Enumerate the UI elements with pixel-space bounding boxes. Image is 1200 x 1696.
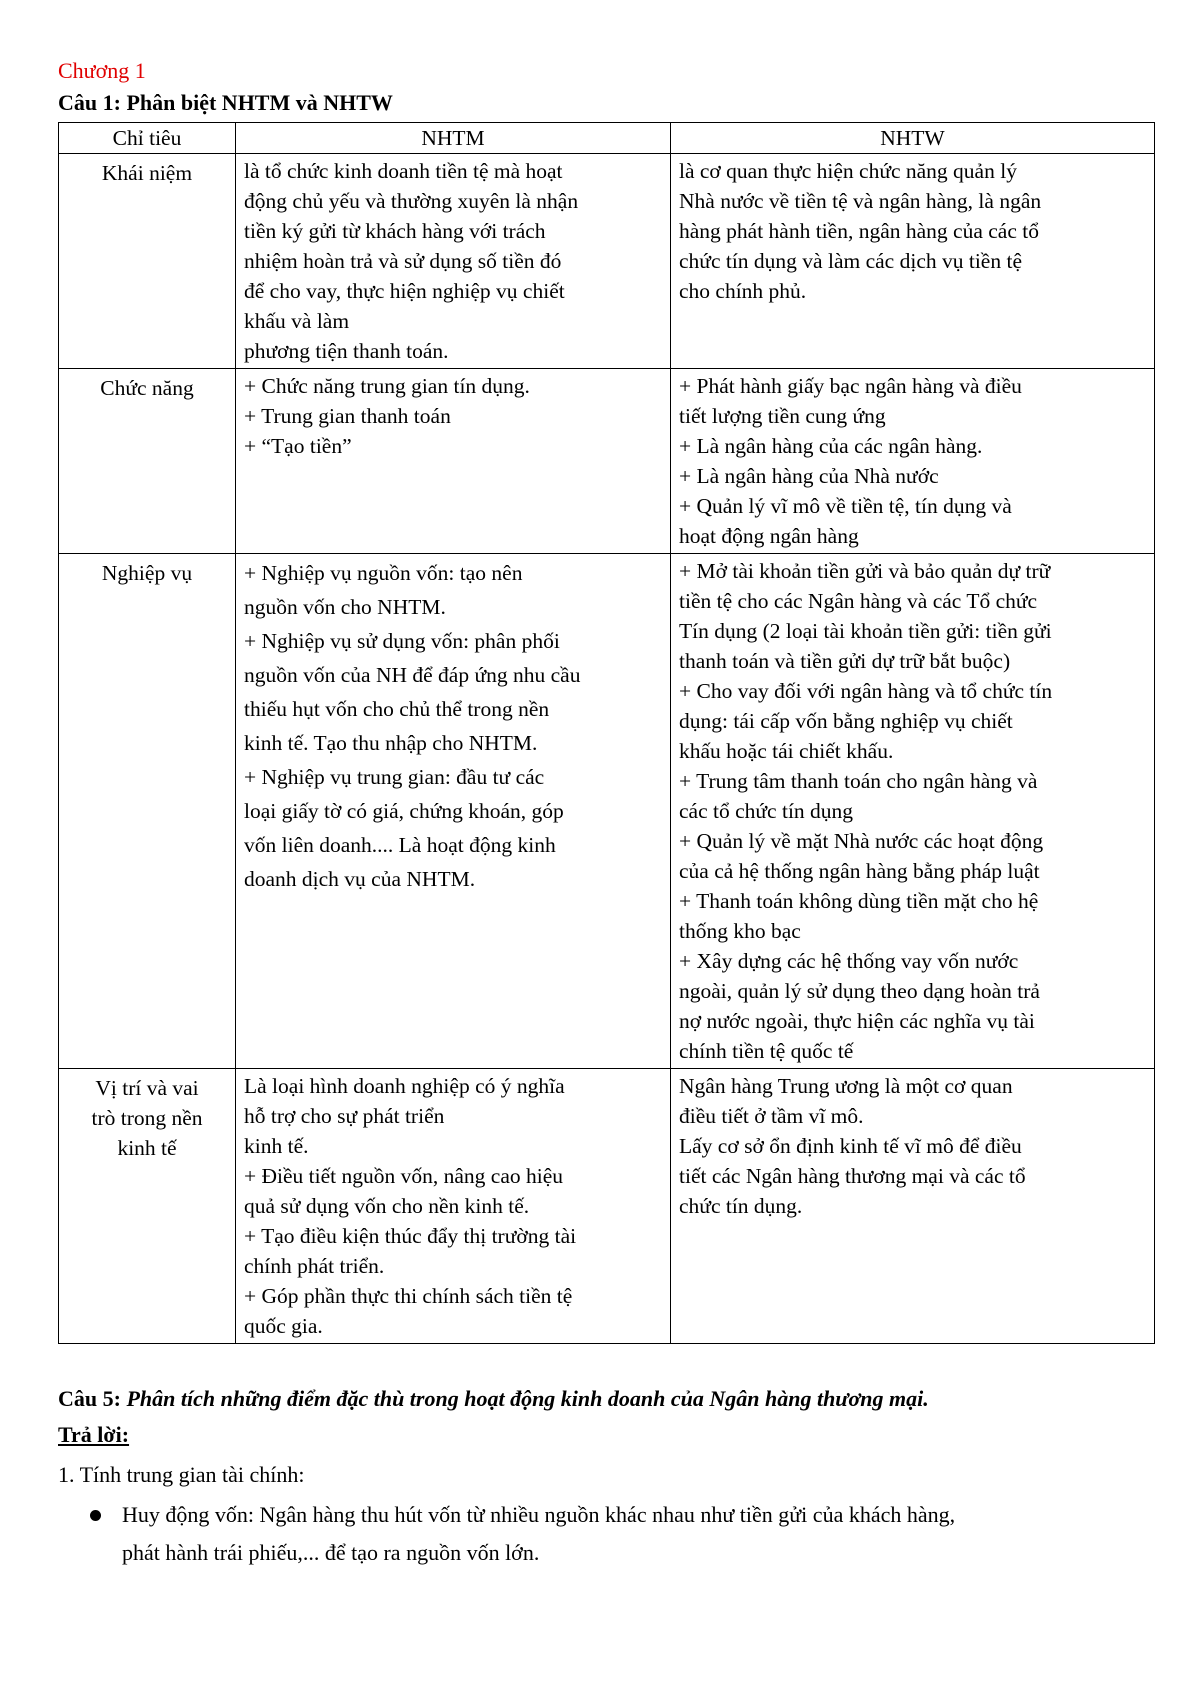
text-line: tiết lượng tiền cung ứng — [679, 404, 886, 428]
text-line: + Chức năng trung gian tín dụng. — [244, 374, 530, 398]
text-line: điều tiết ở tầm vĩ mô. — [679, 1104, 864, 1128]
row-label-line: trò trong nền — [91, 1106, 203, 1130]
row-label: Chức năng — [59, 369, 236, 554]
list-item — [86, 1496, 1158, 1572]
bullet-text-line: phát hành trái phiếu,... để tạo ra nguồn vốn lớn. — [122, 1540, 540, 1565]
nhtw-cell — [671, 154, 1155, 369]
text-line: khấu hoặc tái chiết khấu. — [679, 739, 894, 763]
text-line: tiền ký gửi từ khách hàng với trách — [244, 219, 546, 243]
header-nhtw: NHTW — [671, 123, 1155, 154]
text-line: ngoài, quản lý sử dụng theo dạng hoàn trả — [679, 979, 1040, 1003]
text-line: chính tiền tệ quốc tế — [679, 1039, 854, 1063]
text-line: + Trung tâm thanh toán cho ngân hàng và — [679, 769, 1038, 793]
text-line: loại giấy tờ có giá, chứng khoán, góp — [244, 799, 564, 823]
text-line: quốc gia. — [244, 1314, 323, 1338]
text-line: dụng: tái cấp vốn bằng nghiệp vụ chiết — [679, 709, 1013, 733]
text-line: phương tiện thanh toán. — [244, 339, 449, 363]
text-line: cho chính phủ. — [679, 279, 807, 303]
row-label: Khái niệm — [59, 154, 236, 369]
text-line: chính phát triển. — [244, 1254, 385, 1278]
comparison-table — [58, 122, 1155, 1344]
text-line: Nhà nước về tiền tệ và ngân hàng, là ngân — [679, 189, 1042, 213]
text-line: thiếu hụt vốn cho chủ thể trong nền — [244, 697, 550, 721]
text-line: thống kho bạc — [679, 919, 801, 943]
table-row — [59, 369, 1155, 554]
text-line: + Góp phần thực thi chính sách tiền tệ — [244, 1284, 573, 1308]
nhtm-cell — [236, 154, 671, 369]
text-line: doanh dịch vụ của NHTM. — [244, 867, 476, 891]
text-line: + Nghiệp vụ sử dụng vốn: phân phối — [244, 629, 560, 653]
text-line: + Quản lý về mặt Nhà nước các hoạt động — [679, 829, 1044, 853]
text-line: + Phát hành giấy bạc ngân hàng và điều — [679, 374, 1022, 398]
text-line: + Là ngân hàng của các ngân hàng. — [679, 434, 983, 458]
question-1-heading — [58, 88, 1158, 118]
text-line: là tổ chức kinh doanh tiền tệ mà hoạt — [244, 159, 563, 183]
text-line: của cả hệ thống ngân hàng bằng pháp luật — [679, 859, 1040, 883]
row-label-line: Vị trí và vai — [95, 1076, 199, 1100]
bullet-list — [58, 1496, 1158, 1572]
header-criteria: Chỉ tiêu — [59, 123, 236, 154]
text-line: + Nghiệp vụ trung gian: đầu tư các — [244, 765, 545, 789]
text-line: + Mở tài khoản tiền gửi và bảo quản dự trữ — [679, 559, 1051, 583]
nhtm-cell — [236, 554, 671, 1069]
answer-label: Trả lời: — [58, 1422, 130, 1447]
text-line: tiết các Ngân hàng thương mại và các tổ — [679, 1164, 1026, 1188]
row-label-line: kinh tế — [117, 1136, 177, 1160]
nhtw-cell — [671, 369, 1155, 554]
text-line: chức tín dụng. — [679, 1194, 803, 1218]
text-line: + Là ngân hàng của Nhà nước — [679, 464, 939, 488]
text-line: kinh tế. Tạo thu nhập cho NHTM. — [244, 731, 538, 755]
text-line: + “Tạo tiền” — [244, 434, 352, 458]
text-line: để cho vay, thực hiện nghiệp vụ chiết — [244, 279, 565, 303]
row-label — [59, 1069, 236, 1344]
text-line: nợ nước ngoài, thực hiện các nghĩa vụ tài — [679, 1009, 1035, 1033]
nhtm-cell — [236, 1069, 671, 1344]
document-page — [58, 56, 1158, 1572]
text-line: Là loại hình doanh nghiệp có ý nghĩa — [244, 1074, 565, 1098]
chapter-heading: Chương 1 — [58, 58, 146, 83]
question-5-prefix: Câu 5: — [58, 1386, 121, 1411]
row-label: Nghiệp vụ — [59, 554, 236, 1069]
bullet-text-line: Huy động vốn: Ngân hàng thu hút vốn từ nhiều nguồn khác nhau như tiền gửi của khách hàng, — [122, 1502, 956, 1527]
text-line: Ngân hàng Trung ương là một cơ quan — [679, 1074, 1013, 1098]
text-line: nhiệm hoàn trả và sử dụng số tiền đó — [244, 249, 562, 273]
text-line: hỗ trợ cho sự phát triển — [244, 1104, 445, 1128]
text-line: thanh toán và tiền gửi dự trữ bắt buộc) — [679, 649, 1011, 673]
section-heading: 1. Tính trung gian tài chính: — [58, 1462, 305, 1487]
text-line: tiền tệ cho các Ngân hàng và các Tổ chức — [679, 589, 1038, 613]
header-nhtm: NHTM — [236, 123, 671, 154]
text-line: quả sử dụng vốn cho nền kinh tế. — [244, 1194, 530, 1218]
question-1-title: Phân biệt NHTM và NHTW — [126, 90, 393, 115]
text-line: động chủ yếu và thường xuyên là nhận — [244, 189, 579, 213]
text-line: khấu và làm — [244, 309, 350, 333]
text-line: + Nghiệp vụ nguồn vốn: tạo nên — [244, 561, 523, 585]
text-line: + Cho vay đối với ngân hàng và tổ chức tín — [679, 679, 1053, 703]
text-line: vốn liên doanh.... Là hoạt động kinh — [244, 833, 556, 857]
bullet-icon — [90, 1510, 101, 1521]
nhtm-cell — [236, 369, 671, 554]
text-line: Lấy cơ sở ổn định kinh tế vĩ mô để điều — [679, 1134, 1022, 1158]
table-row — [59, 154, 1155, 369]
nhtw-cell — [671, 1069, 1155, 1344]
text-line: hoạt động ngân hàng — [679, 524, 859, 548]
text-line: chức tín dụng và làm các dịch vụ tiền tệ — [679, 249, 1022, 273]
text-line: + Quản lý vĩ mô về tiền tệ, tín dụng và — [679, 494, 1012, 518]
text-line: nguồn vốn của NH để đáp ứng nhu cầu — [244, 663, 581, 687]
nhtw-cell — [671, 554, 1155, 1069]
text-line: hàng phát hành tiền, ngân hàng của các tổ — [679, 219, 1039, 243]
table-row — [59, 554, 1155, 1069]
text-line: + Tạo điều kiện thúc đẩy thị trường tài — [244, 1224, 577, 1248]
text-line: + Thanh toán không dùng tiền mặt cho hệ — [679, 889, 1039, 913]
text-line: + Trung gian thanh toán — [244, 404, 451, 428]
table-header-row — [59, 123, 1155, 154]
question-1-prefix: Câu 1: — [58, 90, 121, 115]
question-5-title: Phân tích những điểm đặc thù trong hoạt động kinh doanh của Ngân hàng thương mại. — [126, 1386, 929, 1411]
text-line: các tổ chức tín dụng — [679, 799, 854, 823]
text-line: Tín dụng (2 loại tài khoản tiền gửi: tiền gửi — [679, 619, 1052, 643]
table-row — [59, 1069, 1155, 1344]
question-5-heading — [58, 1384, 1158, 1414]
text-line: là cơ quan thực hiện chức năng quản lý — [679, 159, 1017, 183]
text-line: kinh tế. — [244, 1134, 309, 1158]
text-line: + Xây dựng các hệ thống vay vốn nước — [679, 949, 1019, 973]
text-line: + Điều tiết nguồn vốn, nâng cao hiệu — [244, 1164, 564, 1188]
text-line: nguồn vốn cho NHTM. — [244, 595, 446, 619]
